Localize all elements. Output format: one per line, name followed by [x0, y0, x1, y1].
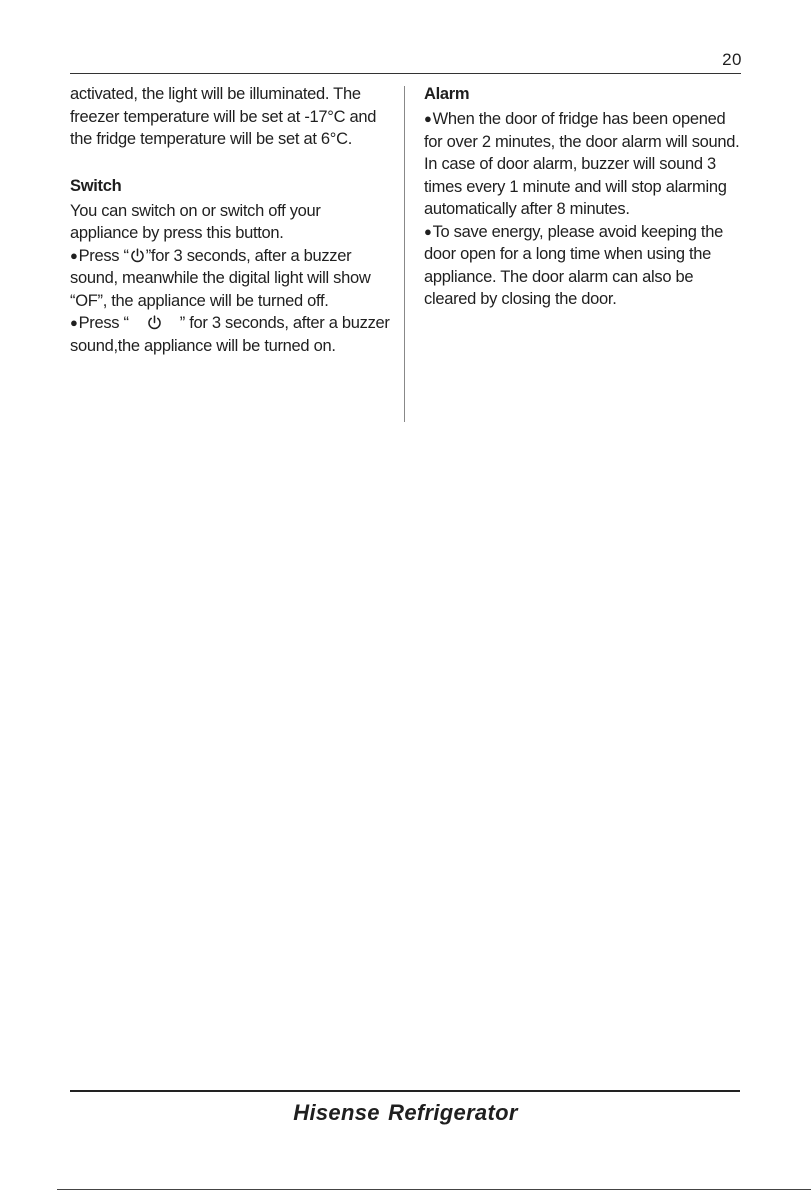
- brand-footer: Hisense Refrigerator: [293, 1100, 518, 1125]
- column-divider: [404, 86, 405, 422]
- switch-on-suffix: ” for 3 seconds, after a buzzer sound,the appliance will be turned on.: [70, 314, 390, 355]
- bullet-dot-icon: ●: [70, 247, 78, 263]
- bullet-dot-icon: ●: [70, 315, 78, 330]
- left-column: [70, 83, 392, 357]
- section-gap: [70, 151, 392, 175]
- bullet-dot-icon: ●: [424, 223, 432, 239]
- switch-heading: Switch: [70, 176, 122, 195]
- header-rule: [70, 73, 741, 74]
- switch-off-prefix: Press “: [78, 246, 129, 265]
- alarm-bullet-1-text: When the door of fridge has been opened for over 2 minutes, the door alarm will sound. In case of door alarm, buzzer will sound 3 times every 1 minute and will stop alarming automatically after 8 minutes.: [424, 110, 740, 218]
- page-number: 20: [722, 50, 742, 69]
- switch-off-suffix: ”for 3 seconds, after a buzzer sound, meanwhile the digital light will show “OF”, the appliance will be turned off.: [70, 246, 371, 310]
- switch-intro: You can switch on or switch off your appliance by press this button.: [70, 201, 321, 242]
- alarm-bullet-2: [424, 221, 746, 311]
- bottom-rule: [57, 1189, 811, 1190]
- footer-rule: [70, 1090, 740, 1092]
- alarm-bullet-1: [424, 108, 746, 221]
- switch-off-bullet: [70, 245, 392, 313]
- alarm-heading: Alarm: [424, 85, 470, 103]
- switch-on-bullet: [70, 312, 392, 357]
- bullet-dot-icon: ●: [424, 111, 432, 126]
- power-icon: [129, 247, 146, 264]
- alarm-bullet-2-text: To save energy, please avoid keeping the door open for a long time when using the appliance. The door alarm can also be cleared by closing the door.: [424, 222, 723, 308]
- power-icon: [146, 314, 163, 331]
- switch-on-prefix: Press “: [78, 314, 129, 332]
- right-column: [424, 83, 746, 311]
- intro-paragraph: activated, the light will be illuminated. The freezer temperature will be set at -17°C and the fridge temperature will be set at 6°C.: [70, 85, 377, 148]
